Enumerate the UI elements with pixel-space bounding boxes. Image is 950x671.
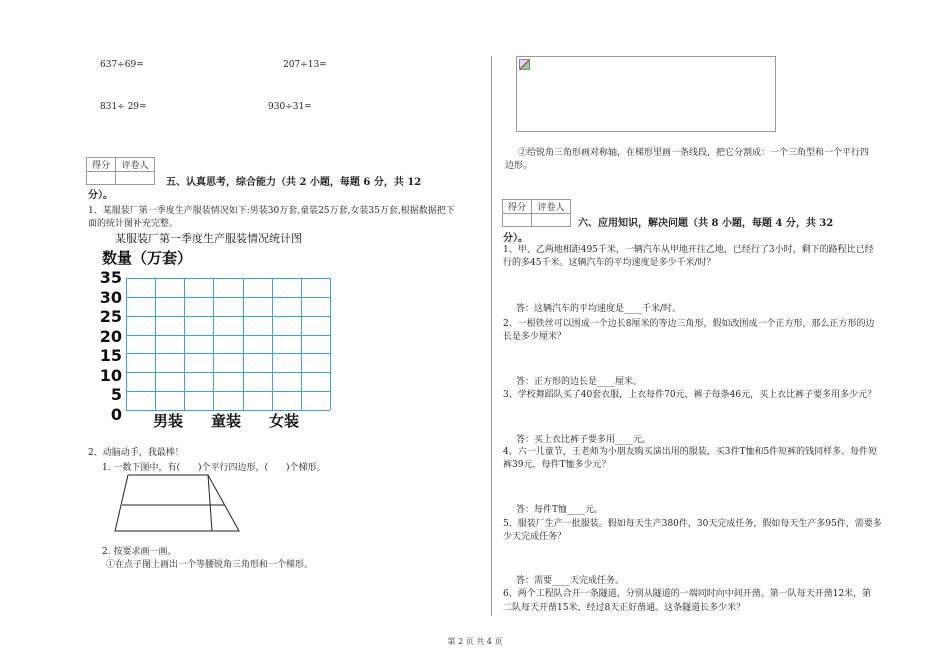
- section5-title-tail: 分）。: [88, 190, 113, 201]
- question-6-line2: 二队每天开凿15米，经过8天正好凿通。这条隧道长多少米？: [503, 603, 746, 613]
- figure-divider-line: [208, 475, 212, 531]
- question-5-line2: 少天完成任务？: [503, 532, 567, 542]
- calc-3: 831÷ 29=: [100, 102, 147, 112]
- grader-cell[interactable]: [532, 214, 571, 227]
- q2-sub1: 1. 一数下图中，有( )个平行四边形，( )个梯形。: [102, 463, 326, 473]
- y-tick-label: 0: [110, 404, 122, 424]
- y-tick-label: 30: [99, 287, 122, 307]
- question-3-answer: 答：买上衣比裤子要多用____元。: [516, 435, 652, 445]
- q2b-line1: ②给锐角三角形画对称轴，在梯形里画一条线段，把它分割成：一个三角型和一个平行四: [518, 148, 870, 158]
- calc-4: 930÷31=: [268, 102, 312, 112]
- calc-2: 207÷13=: [283, 60, 327, 70]
- question-2-line1: 2、一根铁丝可以围成一个边长8厘米的等边三角形，假如改围成一个正方形，那么正方形的边: [503, 319, 875, 329]
- question-1-line2: 行的多45千米。这辆汽车的平均速度是多少千米/时？: [503, 258, 716, 268]
- grid-hline: [126, 297, 330, 298]
- chart-ylabel: 数量（万套）: [102, 249, 193, 267]
- question-3-line1: 3、学校舞蹈队买了40套衣服，上衣每件70元，裤子每条46元，买上衣比裤子要多用多少元？: [503, 390, 877, 400]
- question-6-line1: 6、两个工程队合开一条隧道，分别从隧道的一端同时向中间开凿。第一队每天开凿12米，第: [503, 589, 872, 599]
- grid-hline: [126, 391, 330, 392]
- question-1-answer: 答：这辆汽车的平均速度是____千米/时。: [516, 304, 682, 314]
- question-2-answer: 答：正方形的边长是____厘米。: [516, 377, 643, 387]
- y-tick-label: 35: [99, 268, 122, 287]
- column-divider: [491, 56, 492, 616]
- y-tick-label: 10: [99, 365, 122, 385]
- question-5-answer: 答：需要____天完成任务。: [516, 576, 625, 586]
- grid-hline: [126, 353, 330, 354]
- y-tick-label: 5: [110, 385, 122, 404]
- q2b-line2: 边形。: [505, 161, 533, 171]
- page-footer: 第 2 页 共 4 页: [447, 637, 503, 646]
- grid-hline: [126, 335, 330, 336]
- q2-sub2a: ①在点子图上画出一个等腰锐角三角形和一个梯形。: [106, 560, 314, 570]
- score-box-section6: [502, 199, 571, 227]
- question-4-answer: 答：每件T恤____元。: [516, 505, 604, 515]
- question-4-line2: 裤39元，每件T恤多少元？: [503, 460, 611, 470]
- q2-sub2: 2. 按要求画一画。: [102, 547, 177, 557]
- grid-hline: [126, 372, 330, 373]
- section6-title-tail: 分）。: [503, 233, 528, 244]
- score-cell[interactable]: [87, 172, 116, 185]
- question-4-line1: 4、六一儿童节，王老师为小朋友购买演出用的服装，买3件T恤和5件短裤的钱同样多。每件短: [503, 447, 878, 457]
- grid-hline: [126, 316, 330, 317]
- x-category-1: 童装: [211, 412, 242, 430]
- broken-image-icon: [519, 59, 530, 70]
- grid-vline: [330, 278, 331, 410]
- question-2-line2: 长是多少厘米？: [503, 332, 567, 342]
- calc-1: 637÷69=: [100, 60, 144, 70]
- question-1-line1: 1、甲、乙两地相距495千米，一辆汽车从甲地开往乙地，已经行了3小时，剩下的路程比已经: [503, 245, 874, 255]
- score-label: 得分: [503, 200, 532, 214]
- parallelogram-trapezoid-figure: [114, 472, 240, 534]
- x-category-2: 女装: [269, 412, 300, 430]
- score-box-section5: [86, 157, 155, 185]
- grader-cell[interactable]: [116, 172, 155, 185]
- grader-label: 评卷人: [532, 200, 571, 214]
- x-category-0: 男装: [153, 412, 184, 430]
- image-placeholder: [516, 56, 776, 132]
- q1-line2: 面的统计图补充完整。: [88, 219, 179, 229]
- score-cell[interactable]: [503, 214, 532, 227]
- score-label: 得分: [87, 158, 116, 172]
- section6-title: 六、应用知识，解决问题（共 8 小题，每题 4 分，共 32: [578, 218, 834, 229]
- y-tick-label: 20: [99, 326, 122, 346]
- section5-title: 五、认真思考，综合能力（共 2 小题，每题 6 分，共 12: [166, 177, 422, 188]
- trapezoid-outline: [115, 475, 239, 531]
- chart-title: 某服装厂第一季度生产服装情况统计图: [115, 232, 302, 245]
- y-tick-label: 15: [99, 346, 122, 365]
- question-5-line1: 5、服装厂生产一批服装。假如每天生产380件，30天完成任务，假如每天生产多95件，需要多: [503, 519, 882, 529]
- grid-hline: [126, 278, 330, 279]
- q2-title: 2、动脑动手，我最棒！: [88, 448, 184, 458]
- grader-label: 评卷人: [116, 158, 155, 172]
- q1-line1: 1、某服装厂第一季度生产服装情况如下:男装30万套,童装25万套,女装35万套,根据数据把下: [88, 206, 455, 216]
- chart-grid[interactable]: [126, 278, 330, 410]
- y-tick-label: 25: [99, 307, 122, 326]
